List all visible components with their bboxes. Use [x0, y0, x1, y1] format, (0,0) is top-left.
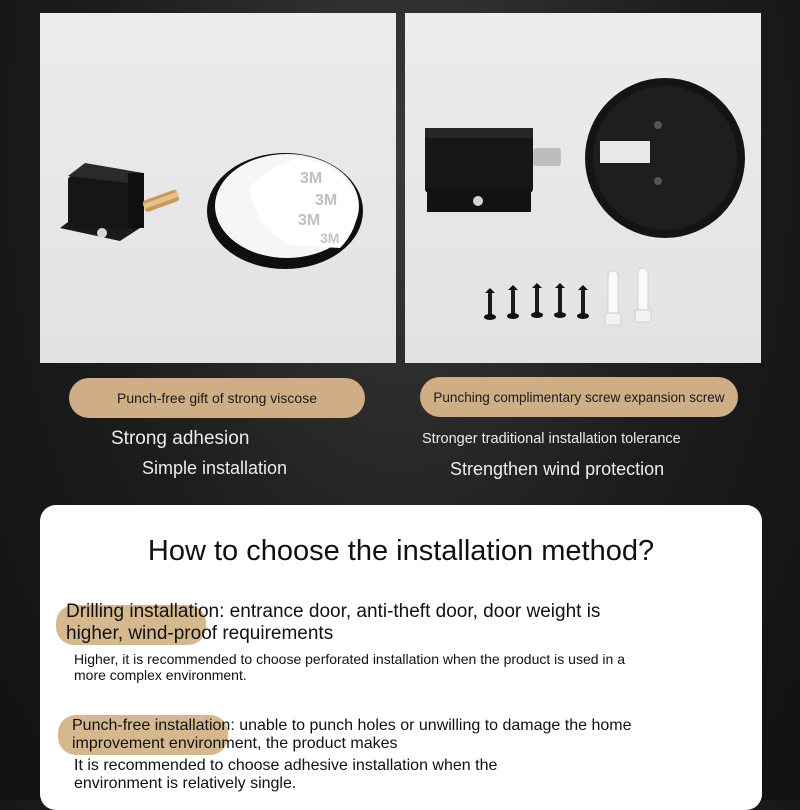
punch-free-heading: Punch-free installation: unable to punch holes or unwilling to damage the home improvement environment, the product makes — [72, 717, 632, 753]
adhesive-option-pill: Punch-free gift of strong viscose — [69, 378, 365, 418]
expansion-anchors — [605, 268, 651, 325]
punch-free-detail: It is recommended to choose adhesive installation when the environment is relatively single. — [74, 757, 498, 793]
screw-latch-illustration — [405, 13, 761, 363]
round-screw-base — [585, 78, 745, 238]
svg-text:3M: 3M — [298, 212, 321, 229]
tape-logo-text: 3M — [300, 170, 323, 187]
round-adhesive-base — [207, 153, 363, 269]
screws — [484, 283, 589, 320]
adhesive-feature-1: Strong adhesion — [111, 428, 250, 449]
adhesive-latch-illustration — [40, 13, 396, 363]
screw-option-pill: Punching complimentary screw expansion screw — [420, 377, 738, 417]
installation-guide-card — [40, 505, 762, 810]
screw-feature-2: Strengthen wind protection — [450, 459, 665, 479]
drilling-detail: Higher, it is recommended to choose perforated installation when the product is used in a more complex environment. — [74, 651, 625, 684]
adhesive-feature-2: Simple installation — [142, 458, 288, 478]
latch-body — [425, 128, 561, 212]
screw-feature-1: Stronger traditional installation tolerance — [422, 431, 681, 447]
drilling-heading: Drilling installation: entrance door, anti-theft door, door weight is higher, wind-proof requirements — [66, 601, 601, 644]
product-photo-adhesive — [40, 13, 396, 363]
svg-text:3M: 3M — [315, 192, 338, 209]
svg-text:3M: 3M — [320, 230, 340, 246]
latch-body — [60, 163, 180, 241]
product-photo-screw — [405, 13, 761, 363]
guide-title: How to choose the installation method? — [147, 535, 655, 567]
